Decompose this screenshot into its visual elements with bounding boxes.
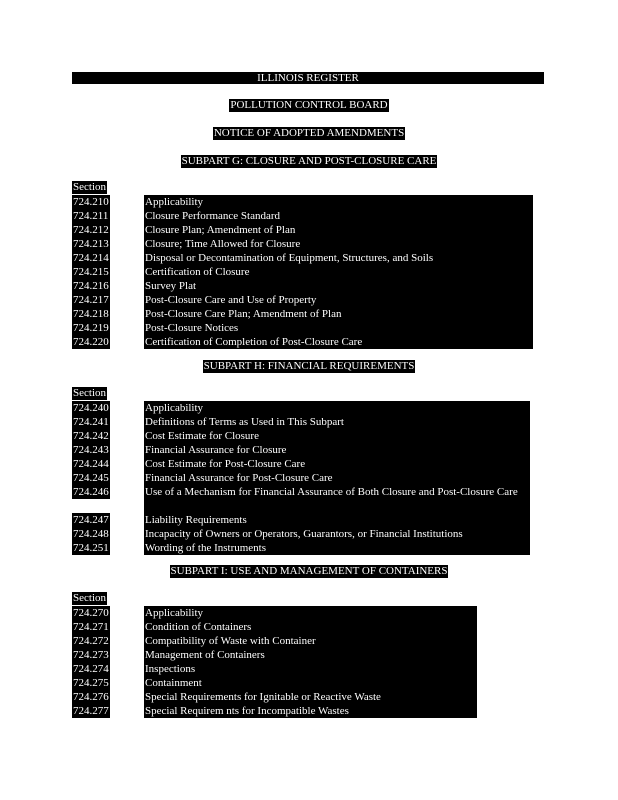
section-number-column bbox=[72, 195, 110, 349]
section-number: 724.251 bbox=[73, 542, 109, 554]
notice-title bbox=[0, 127, 618, 140]
section-title: Post-Closure Care Plan; Amendment of Plan bbox=[145, 308, 342, 320]
section-title: Management of Containers bbox=[145, 649, 265, 661]
section-number: 724.218 bbox=[73, 308, 109, 320]
section-title: Closure Plan; Amendment of Plan bbox=[145, 224, 296, 236]
section-title: Financial Assurance for Post-Closure Care bbox=[145, 472, 333, 484]
section-title: Closure; Time Allowed for Closure bbox=[145, 238, 301, 250]
section-title: Compatibility of Waste with Container bbox=[145, 635, 316, 647]
section-title: Applicability bbox=[145, 402, 204, 414]
section-title: Incapacity of Owners or Operators, Guarantors, or Financial Institutions bbox=[145, 528, 463, 540]
section-title: Certification of Closure bbox=[145, 266, 250, 278]
section-title: Inspections bbox=[145, 663, 196, 675]
section-title: Applicability bbox=[145, 196, 204, 208]
section-title-column bbox=[144, 195, 533, 349]
section-number: 724.245 bbox=[73, 472, 109, 484]
section-number: 724.270 bbox=[73, 607, 109, 619]
section-number: 724.220 bbox=[73, 336, 109, 348]
section-title: Post-Closure Care and Use of Property bbox=[145, 294, 317, 306]
section-number-gap bbox=[71, 499, 110, 513]
section-number: 724.210 bbox=[73, 196, 109, 208]
section-title: Wording of the Instruments bbox=[145, 542, 267, 554]
section-title: Financial Assurance for Closure bbox=[145, 444, 287, 456]
section-number: 724.246 bbox=[73, 486, 109, 498]
section-number: 724.213 bbox=[73, 238, 109, 250]
section-number: 724.276 bbox=[73, 691, 109, 703]
section-title-column bbox=[144, 606, 477, 718]
section-title: Cost Estimate for Closure bbox=[145, 430, 259, 442]
section-number: 724.248 bbox=[73, 528, 109, 540]
section-number: 724.241 bbox=[73, 416, 109, 428]
section-title: Applicability bbox=[145, 607, 204, 619]
section-number-column bbox=[72, 606, 110, 718]
section-number: 724.274 bbox=[73, 663, 109, 675]
section-title: Liability Requirements bbox=[145, 514, 247, 526]
section-title: Cost Estimate for Post-Closure Care bbox=[145, 458, 306, 470]
section-title: Certification of Completion of Post-Closure Care bbox=[145, 336, 363, 348]
subpart-g-title bbox=[0, 155, 618, 168]
subpart-i-title-text: SUBPART I: USE AND MANAGEMENT OF CONTAINERS bbox=[170, 565, 448, 577]
section-title: Condition of Containers bbox=[145, 621, 252, 633]
section-title: Special Requirem nts for Incompatible Wastes bbox=[145, 705, 349, 717]
section-title: Special Requirements for Ignitable or Reactive Waste bbox=[145, 691, 381, 703]
subpart-g-title-text: SUBPART G: CLOSURE AND POST-CLOSURE CARE bbox=[181, 155, 437, 167]
subpart-h-title-text: SUBPART H: FINANCIAL REQUIREMENTS bbox=[203, 360, 415, 372]
section-number: 724.240 bbox=[73, 402, 109, 414]
section-title: Survey Plat bbox=[145, 280, 197, 292]
section-number: 724.243 bbox=[73, 444, 109, 456]
section-number: 724.247 bbox=[73, 514, 109, 526]
section-title: Closure Performance Standard bbox=[145, 210, 281, 222]
section-number: 724.244 bbox=[73, 458, 109, 470]
section-number: 724.212 bbox=[73, 224, 109, 236]
section-number: 724.271 bbox=[73, 621, 109, 633]
section-number: 724.273 bbox=[73, 649, 109, 661]
section-number: 724.215 bbox=[73, 266, 109, 278]
section-number: 724.219 bbox=[73, 322, 109, 334]
board-name-text: POLLUTION CONTROL BOARD bbox=[230, 99, 388, 111]
section-number: 724.211 bbox=[73, 210, 109, 222]
section-number-column bbox=[72, 401, 110, 555]
subpart-g-section-label: Section bbox=[73, 181, 106, 193]
section-title: Post-Closure Notices bbox=[145, 322, 239, 334]
section-title: Use of a Mechanism for Financial Assurance of Both Closure and Post-Closure Care bbox=[145, 486, 518, 498]
section-number: 724.217 bbox=[73, 294, 109, 306]
subpart-i-section-label: Section bbox=[73, 592, 106, 604]
section-title-column bbox=[144, 401, 530, 555]
board-name bbox=[0, 99, 618, 112]
section-title: Definitions of Terms as Used in This Subpart bbox=[145, 416, 344, 428]
section-number: 724.277 bbox=[73, 705, 109, 717]
notice-title-text: NOTICE OF ADOPTED AMENDMENTS bbox=[213, 127, 405, 139]
section-number: 724.242 bbox=[73, 430, 109, 442]
section-number: 724.214 bbox=[73, 252, 109, 264]
subpart-i-title bbox=[0, 565, 618, 578]
section-number: 724.275 bbox=[73, 677, 109, 689]
section-number: 724.216 bbox=[73, 280, 109, 292]
section-title: Containment bbox=[145, 677, 202, 689]
section-number: 724.272 bbox=[73, 635, 109, 647]
subpart-h-title bbox=[0, 360, 618, 373]
section-title: Disposal or Decontamination of Equipment, Structures, and Soils bbox=[145, 252, 434, 264]
register-header: ILLINOIS REGISTER bbox=[72, 72, 544, 84]
subpart-h-section-label: Section bbox=[73, 387, 106, 399]
